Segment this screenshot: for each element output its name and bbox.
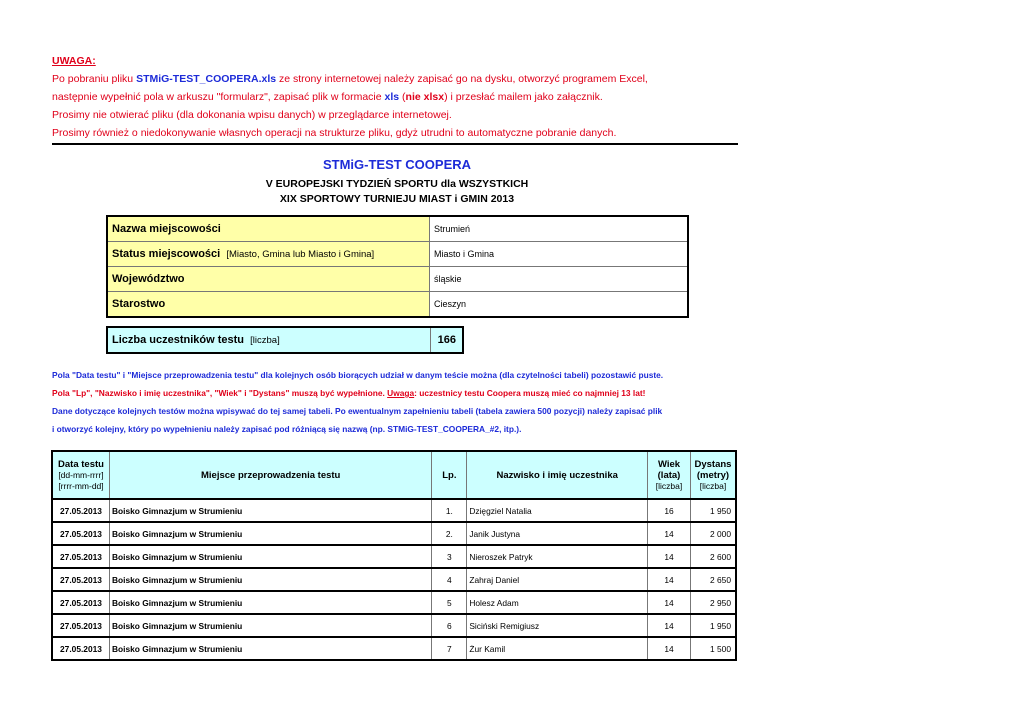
lp-cell[interactable]: 6	[432, 614, 467, 637]
distance-cell[interactable]: 2 000	[690, 522, 736, 545]
name-cell[interactable]: Janik Justyna	[467, 522, 648, 545]
header-distance: Dystans (metry) [liczba]	[690, 451, 736, 499]
form-title: STMiG-TEST COOPERA	[322, 157, 472, 172]
file-name: STMiG-TEST_COOPERA.xls	[136, 73, 277, 85]
age-cell[interactable]: 14	[648, 614, 691, 637]
separator-rule	[52, 143, 738, 145]
status-value[interactable]: Miasto i Gmina	[430, 242, 689, 267]
age-cell[interactable]: 14	[648, 545, 691, 568]
header-age: Wiek (lata) [liczba]	[648, 451, 691, 499]
lp-cell[interactable]: 2.	[432, 522, 467, 545]
form-subtitle-2: XIX SPORTOWY TURNIEJU MIAST i GMIN 2013	[279, 193, 515, 205]
location-info-table	[106, 215, 689, 318]
date-cell[interactable]: 27.05.2013	[52, 614, 109, 637]
place-cell[interactable]: Boisko Gimnazjum w Strumieniu	[109, 637, 431, 660]
name-cell[interactable]: Żur Kamil	[467, 637, 648, 660]
results-table	[51, 450, 737, 661]
distance-cell[interactable]: 2 950	[690, 591, 736, 614]
lp-cell[interactable]: 7	[432, 637, 467, 660]
table-row	[52, 522, 736, 545]
date-cell[interactable]: 27.05.2013	[52, 568, 109, 591]
date-cell[interactable]: 27.05.2013	[52, 545, 109, 568]
name-cell[interactable]: Dzięgziel Natalia	[467, 499, 648, 522]
date-cell[interactable]: 27.05.2013	[52, 522, 109, 545]
distance-cell[interactable]: 1 500	[690, 637, 736, 660]
table-row	[52, 637, 736, 660]
participant-count-table	[106, 326, 464, 354]
notice-line-2: następnie wypełnić pola w arkuszu "formularz", zapisać plik w formacie xls (nie xlsx) i przesłać mailem jako załącznik.	[52, 91, 603, 103]
voivodeship-label: Województwo	[107, 267, 430, 292]
notice	[52, 52, 742, 142]
county-label: Starostwo	[107, 292, 430, 318]
table-row	[52, 499, 736, 522]
date-cell[interactable]: 27.05.2013	[52, 637, 109, 660]
distance-cell[interactable]: 1 950	[690, 499, 736, 522]
age-cell[interactable]: 14	[648, 591, 691, 614]
lp-cell[interactable]: 5	[432, 591, 467, 614]
info-row-town	[107, 216, 688, 242]
place-cell[interactable]: Boisko Gimnazjum w Strumieniu	[109, 545, 431, 568]
town-value[interactable]: Strumień	[430, 216, 689, 242]
header-date: Data testu [dd-mm-rrrr] [rrrr-mm-dd]	[52, 451, 109, 499]
voivodeship-value[interactable]: śląskie	[430, 267, 689, 292]
instructions	[52, 366, 742, 438]
county-value[interactable]: Cieszyn	[430, 292, 689, 318]
header-place: Miejsce przeprowadzenia testu	[109, 451, 431, 499]
header-name: Nazwisko i imię uczestnika	[467, 451, 648, 499]
lp-cell[interactable]: 4	[432, 568, 467, 591]
notice-line-1: Po pobraniu pliku STMiG-TEST_COOPERA.xls ze strony internetowej należy zapisać go na dysku, otworzyć programem Excel,	[52, 73, 648, 85]
info-row-county	[107, 292, 688, 318]
town-label: Nazwa miejscowości	[107, 216, 430, 242]
place-cell[interactable]: Boisko Gimnazjum w Strumieniu	[109, 499, 431, 522]
instruction-line-1: Pola "Data testu" i "Miejsce przeprowadzenia testu" dla kolejnych osób biorących udział w danym teście można (dla czytelności tabeli) pozostawić puste.	[52, 370, 664, 380]
distance-cell[interactable]: 2 650	[690, 568, 736, 591]
header-lp: Lp.	[432, 451, 467, 499]
lp-cell[interactable]: 3	[432, 545, 467, 568]
table-row	[52, 614, 736, 637]
instruction-line-3: Dane dotyczące kolejnych testów można wpisywać do tej samej tabeli. Po ewentualnym zapełnieniu tabeli (tabela zawiera 500 pozycji) należy zapisać plik	[52, 406, 663, 416]
table-row	[52, 545, 736, 568]
lp-cell[interactable]: 1.	[432, 499, 467, 522]
place-cell[interactable]: Boisko Gimnazjum w Strumieniu	[109, 591, 431, 614]
distance-cell[interactable]: 2 600	[690, 545, 736, 568]
instruction-line-2: Pola "Lp", "Nazwisko i imię uczestnika", "Wiek" i "Dystans" muszą być wypełnione. Uwaga: uczestnicy testu Coopera muszą mieć co najmniej 13 lat!	[52, 388, 646, 398]
form-subtitle-1: V EUROPEJSKI TYDZIEŃ SPORTU dla WSZYSTKICH	[265, 178, 529, 190]
date-cell[interactable]: 27.05.2013	[52, 591, 109, 614]
age-cell[interactable]: 14	[648, 522, 691, 545]
place-cell[interactable]: Boisko Gimnazjum w Strumieniu	[109, 522, 431, 545]
notice-heading: UWAGA:	[52, 55, 96, 67]
distance-cell[interactable]: 1 950	[690, 614, 736, 637]
place-cell[interactable]: Boisko Gimnazjum w Strumieniu	[109, 568, 431, 591]
age-cell[interactable]: 16	[648, 499, 691, 522]
table-row	[52, 568, 736, 591]
participant-count-value[interactable]: 166	[431, 327, 464, 353]
table-row	[52, 591, 736, 614]
age-cell[interactable]: 14	[648, 568, 691, 591]
name-cell[interactable]: Holesz Adam	[467, 591, 648, 614]
age-cell[interactable]: 14	[648, 637, 691, 660]
notice-line-3: Prosimy nie otwierać pliku (dla dokonania wpisu danych) w przeglądarce internetowej.	[52, 109, 452, 121]
info-row-status	[107, 242, 688, 267]
instruction-line-4: i otworzyć kolejny, który po wypełnieniu należy zapisać pod różniącą się nazwą (np. STMiG-TEST_COOPERA_#2, itp.).	[52, 424, 522, 434]
status-label: Status miejscowości [Miasto, Gmina lub Miasto i Gmina]	[107, 242, 430, 267]
name-cell[interactable]: Zahraj Daniel	[467, 568, 648, 591]
info-row-voivodeship	[107, 267, 688, 292]
place-cell[interactable]: Boisko Gimnazjum w Strumieniu	[109, 614, 431, 637]
results-header-row	[52, 451, 736, 499]
name-cell[interactable]: Siciński Remigiusz	[467, 614, 648, 637]
notice-line-4: Prosimy również o niedokonywanie własnych operacji na strukturze pliku, gdyż utrudni to automatyczne pobranie danych.	[52, 127, 617, 139]
date-cell[interactable]: 27.05.2013	[52, 499, 109, 522]
name-cell[interactable]: Nieroszek Patryk	[467, 545, 648, 568]
participant-count-label: Liczba uczestników testu [liczba]	[107, 327, 431, 353]
